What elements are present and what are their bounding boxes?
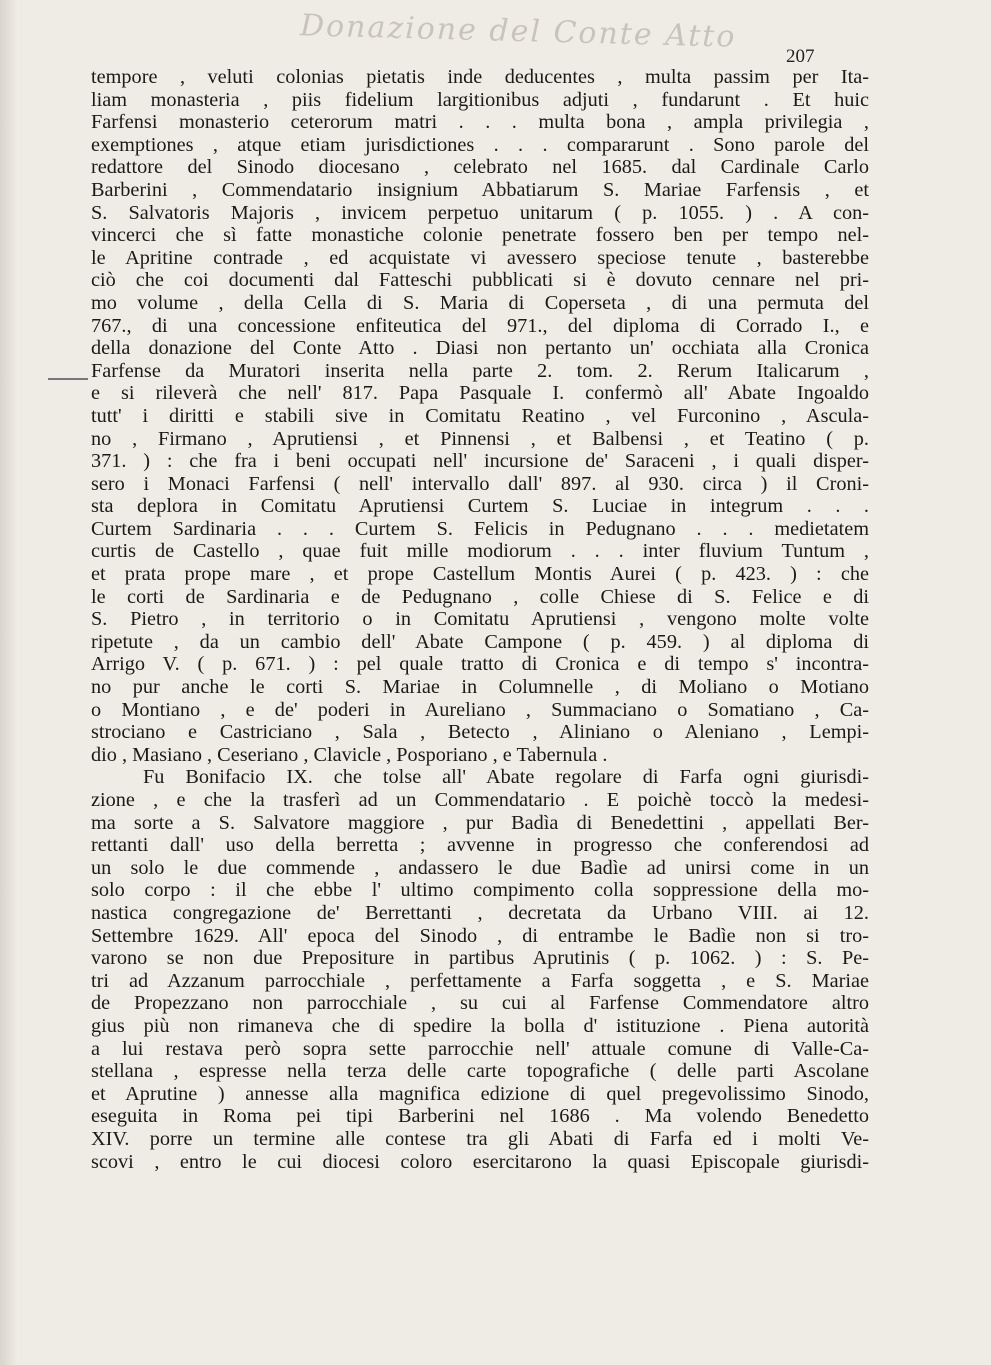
text-line: ma sorte a S. Salvatore maggiore , pur Badìa di Benedettini , appellati Ber-	[91, 811, 869, 834]
text-line: a lui restava però sopra sette parrocchie nell' attuale comune di Valle-Ca-	[91, 1037, 869, 1060]
handwritten-note: Donazione del Conte Atto	[299, 8, 737, 55]
text-line: stellana , espresse nella terza delle carte topografiche ( delle parti Ascolane	[91, 1060, 869, 1083]
text-line: eseguita in Roma pei tipi Barberini nel 1686 . Ma volendo Benedetto	[91, 1105, 869, 1128]
text-line: dio , Masiano , Ceseriano , Clavicle , Posporiano , e Tabernula .	[91, 743, 608, 766]
text-line: Fu Bonifacio IX. che tolse all' Abate regolare di Farfa ogni giurisdi-	[143, 766, 869, 789]
text-line: Settembre 1629. All' epoca del Sinodo , di entrambe le Badìe non si tro-	[91, 924, 869, 947]
text-line: Farfense da Muratori inserita nella parte 2. tom. 2. Rerum Italicarum ,	[91, 359, 869, 382]
text-line: solo corpo : il che ebbe l' ultimo compimento colla soppressione della mo-	[91, 879, 869, 902]
text-line: varono se non due Prepositure in partibus Aprutinis ( p. 1062. ) : S. Pe-	[91, 947, 869, 970]
text-line: vincerci che sì fatte monastiche colonie penetrate fossero ben per tempo nel-	[91, 224, 869, 247]
text-line: un solo le due commende , andassero le due Badìe ad unirsi come in un	[91, 856, 869, 879]
text-line: della donazione del Conte Atto . Diasi non pertanto un' occhiata alla Cronica	[91, 337, 869, 360]
text-line: Farfensi monasterio ceterorum matri . . . multa bona , ampla privilegia ,	[91, 111, 869, 134]
text-line: strociano e Castriciano , Sala , Betecto , Aliniano o Aleniano , Lempi-	[91, 721, 869, 744]
scan-shadow	[0, 0, 18, 1365]
text-line: 767., di una concessione enfiteutica del 971., del diploma di Corrado I., e	[91, 314, 869, 337]
text-line: scovi , entro le cui diocesi coloro esercitarono la quasi Episcopale giurisdi-	[91, 1150, 869, 1173]
text-line: et prata prope mare , et prope Castellum Montis Aurei ( p. 423. ) : che	[91, 563, 869, 586]
text-line: tutt' i diritti e stabili sive in Comitatu Reatino , vel Furconino , Ascula-	[91, 404, 869, 427]
text-line: liam monasteria , piis fidelium largitionibus adjuti , fundarunt . Et huic	[91, 88, 869, 111]
page-number: 207	[786, 46, 815, 67]
text-line: sero i Monaci Farfensi ( nell' intervallo dall' 897. al 930. circa ) il Croni-	[91, 472, 869, 495]
body-text	[91, 66, 869, 1173]
text-line: sta deplora in Comitatu Aprutiensi Curtem S. Luciae in integrum . . .	[91, 495, 869, 518]
text-line: gius più non rimaneva che di spedire la bolla d' istituzione . Piena autorità	[91, 1014, 869, 1037]
text-line: nastica congregazione de' Berrettanti , decretata da Urbano VIII. ai 12.	[91, 901, 869, 924]
text-line: le corti de Sardinaria e de Pedugnano , colle Chiese di S. Felice e di	[91, 585, 869, 608]
text-line: Curtem Sardinaria . . . Curtem S. Felicis in Pedugnano . . . medietatem	[91, 517, 869, 540]
text-line: ciò che coi documenti dal Fatteschi pubblicati si è dovuto cennare nel pri-	[91, 269, 869, 292]
text-line: exemptiones , atque etiam jurisdictiones . . . compararunt . Sono parole del	[91, 133, 869, 156]
text-line: Arrigo V. ( p. 671. ) : pel quale tratto di Cronica e di tempo s' incontra-	[91, 653, 869, 676]
text-line: redattore del Sinodo diocesano , celebrato nel 1685. dal Cardinale Carlo	[91, 156, 869, 179]
text-line: tri ad Azzanum parrocchiale , perfettamente a Farfa soggetta , e S. Mariae	[91, 969, 869, 992]
text-line: Barberini , Commendatario insignium Abbatiarum S. Mariae Farfensis , et	[91, 178, 869, 201]
text-line: mo volume , della Cella di S. Maria di Coperseta , di una permuta del	[91, 291, 869, 314]
text-line: e si rileverà che nell' 817. Papa Pasquale I. confermò all' Abate Ingoaldo	[91, 382, 869, 405]
text-line: zione , e che la trasferì ad un Commendatario . E poichè toccò la medesi-	[91, 789, 869, 811]
text-line: ripetute , da un cambio dell' Abate Campone ( p. 459. ) al diploma di	[91, 630, 869, 653]
text-line: tempore , veluti colonias pietatis inde deducentes , multa passim per Ita-	[91, 66, 869, 88]
text-line: S. Salvatoris Majoris , invicem perpetuo unitarum ( p. 1055. ) . A con-	[91, 201, 869, 224]
text-line: le Apritine contrade , ed acquistate vi avessero speciose tenute , basterebbe	[91, 246, 869, 269]
text-line: o Montiano , e de' poderi in Aureliano , Summaciano o Somatiano , Ca-	[91, 698, 869, 721]
text-line: XIV. porre un termine alle contese tra gli Abati di Farfa ed i molti Ve-	[91, 1127, 869, 1150]
text-line: et Aprutine ) annesse alla magnifica edizione di quel pregevolissimo Sinodo,	[91, 1082, 869, 1105]
text-line: rettanti dall' uso della berretta ; avvenne in progresso che conferendosi ad	[91, 834, 869, 857]
text-line: no pur anche le corti S. Mariae in Columnelle , di Moliano o Motiano	[91, 676, 869, 699]
text-line: curtis de Castello , quae fuit mille modiorum . . . inter fluvium Tuntum ,	[91, 540, 869, 563]
text-line: no , Firmano , Aprutiensi , et Pinnensi , et Balbensi , et Teatino ( p.	[91, 427, 869, 450]
text-line: de Propezzano non parrocchiale , su cui al Farfense Commendatore altro	[91, 992, 869, 1015]
text-line: S. Pietro , in territorio o in Comitatu Aprutiensi , vengono molte volte	[91, 608, 869, 631]
margin-mark	[48, 378, 88, 380]
text-line: 371. ) : che fra i beni occupati nell' incursione de' Saraceni , i quali disper-	[91, 450, 869, 473]
